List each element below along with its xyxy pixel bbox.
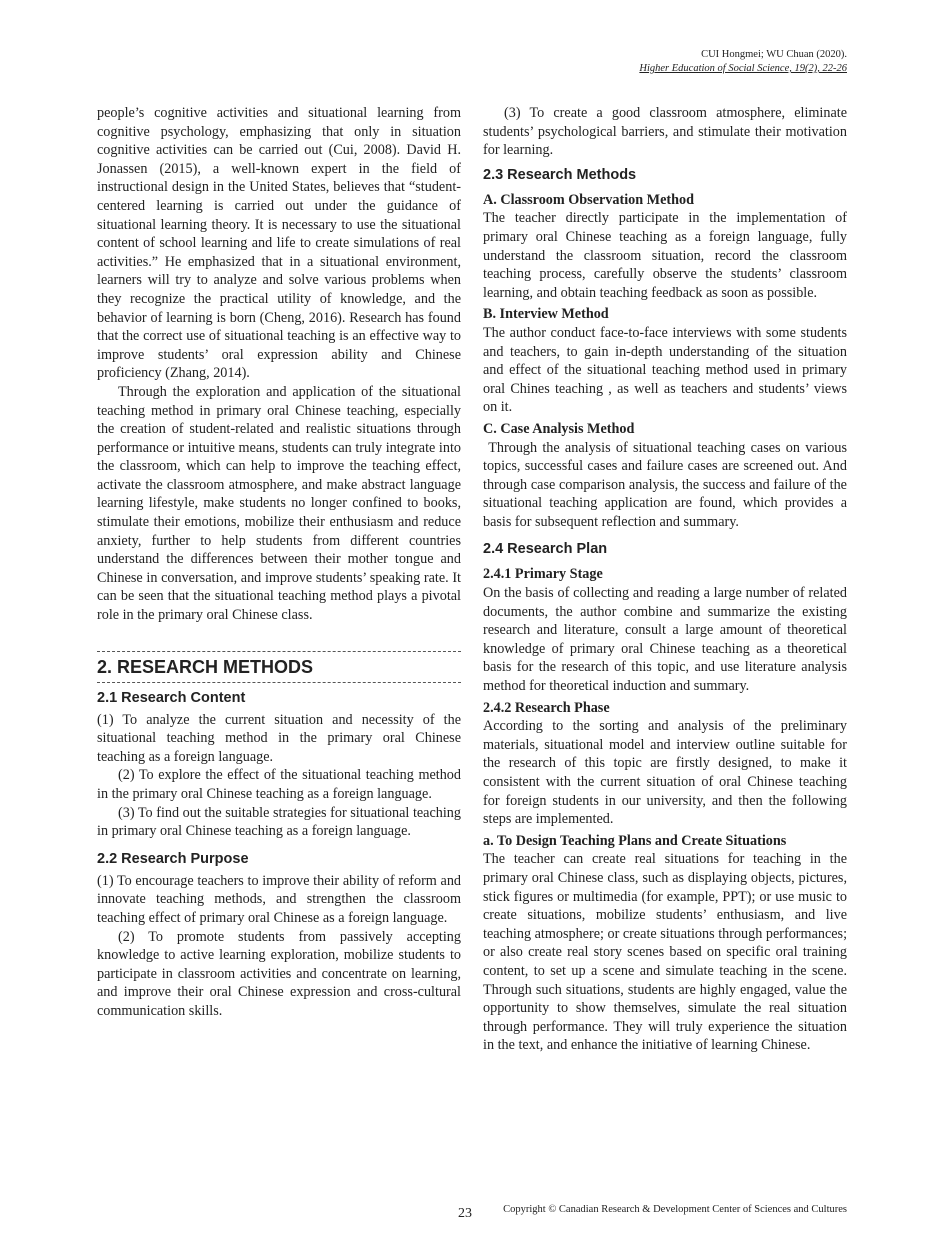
body-paragraph: (3) To find out the suitable strategies for situational teaching in primary oral Chinese teaching as a foreign language.	[97, 804, 461, 840]
subsection-heading: 2.4 Research Plan	[483, 541, 608, 558]
body-paragraph: Through the exploration and application of the situational teaching method in primary oral Chinese teaching, especially the creation of student-related and realistic situations through performance or intuitive means, students can truly integrate into the classroom, which can help to improve the teaching effect, activate the classroom atmosphere, and make abstract language learning lifestyle, make students no longer confined to books, stimulate their emotions, mobilize their enthusiasm and reduce anxiety, further to help students from different countries understand the differences between their mother tongue and Chinese in conversation, and improve students’ speaking rate. It can be seen that the situational teaching method plays a pivotal role in the primary oral Chinese class.	[97, 383, 461, 624]
header-journal-citation: Higher Education of Social Science, 19(2), 22-26	[639, 63, 847, 74]
body-paragraph: Through the analysis of situational teaching cases on various topics, successful cases and failure cases are screened out. And through case comparison analysis, the success and failure of the situational teaching application are found, which provides a basis for subsequent reflection and summary.	[483, 439, 851, 530]
body-paragraph: According to the sorting and analysis of the preliminary materials, situational model and interview outline suitable for the research of this topic are firstly designed, to make it consistent with the current situation of oral Chinese teaching for foreign students in our university, and then the following steps are implemented.	[483, 718, 847, 828]
method-heading: C. Case Analysis Method	[483, 420, 635, 437]
header-authors: CUI Hongmei; WU Chuan (2020).	[701, 49, 847, 60]
subsubsection-heading: 2.4.2 Research Phase	[483, 699, 610, 716]
running-header	[639, 48, 847, 76]
body-paragraph: (2) To promote students from passively accepting knowledge to active learning exploration, mobilize students to participate in classroom activities and concentrate on learning, and improve their oral Chinese expression and cross-cultural communication skills.	[97, 928, 461, 1019]
method-heading: B. Interview Method	[483, 306, 609, 323]
step-heading: a. To Design Teaching Plans and Create Situations	[483, 832, 787, 849]
subsection-heading: 2.2 Research Purpose	[97, 850, 249, 867]
body-paragraph: The teacher can create real situations for teaching in the primary oral Chinese class, such as displaying objects, pictures, stick figures or multimedia (for example, PPT); or use music to create situations, mobilize students’ enthusiasm, and live teaching atmosphere; or create situations through performances; or also create real story scenes based on specific oral training content, to set up a scene and simulate teaching in the scene. Through such situations, students are highly engaged, value the opportunity to show themselves, simulate the real situation through performance. They will truly experience the situation in the text, and enhance the initiative of learning Chinese.	[483, 851, 848, 1054]
subsection-heading: 2.1 Research Content	[97, 689, 246, 706]
subsubsection-heading: 2.4.1 Primary Stage	[483, 566, 603, 583]
body-paragraph: On the basis of collecting and reading a large number of related documents, the author combine and summarize the existing research and literature, consult a large amount of theoretical knowledge of primary oral Chinese teaching as a theoretical basis for the research of this topic, and use literature analysis method for theoretical induction and summary.	[483, 585, 847, 695]
subsection-heading: 2.3 Research Methods	[483, 166, 637, 183]
body-paragraph: The teacher directly participate in the implementation of primary oral Chinese teaching as a foreign language, fully understand the classroom situation, record the classroom teaching process, carefully observe the students’ classroom learning, and obtain teaching feedback as soon as possible.	[483, 210, 847, 301]
copyright-notice: Copyright © Canadian Research & Development Center of Sciences and Cultures	[503, 1204, 847, 1215]
body-paragraph: (1) To encourage teachers to improve their ability of reform and innovate teaching methods, and strengthen the classroom teaching effect of primary oral Chinese as a foreign language.	[97, 872, 461, 926]
left-column	[97, 104, 461, 1021]
body-paragraph: (3) To create a good classroom atmosphere, eliminate students’ psychological barriers, and stimulate their motivation for learning.	[483, 105, 847, 159]
right-column	[483, 104, 851, 1055]
body-paragraph: The author conduct face-to-face interviews with some students and teachers, to gain in-depth understanding of the situation and effect of the situational teaching method used in primary oral Chines teaching , as well as teachers and students’ views on it.	[483, 324, 847, 416]
method-heading: A. Classroom Observation Method	[483, 191, 694, 208]
body-paragraph: (2) To explore the effect of the situational teaching method in the primary oral Chinese teaching as a foreign language.	[97, 767, 461, 802]
section-heading: 2. RESEARCH METHODS	[97, 651, 461, 683]
body-paragraph: (1) To analyze the current situation and necessity of the situational teaching method in the primary oral Chinese teaching as a foreign language.	[97, 711, 461, 765]
page-number: 23	[458, 1206, 472, 1221]
body-paragraph: people’s cognitive activities and situational learning from cognitive psychology, emphasizing that only in situation cognitive activities can be carried out (Cui, 2008). David H. Jonassen (2015), a well-known expert in the field of instructional design in the United States, believes that “student-centered learning is carried out under the guidance of situational learning theory. It is necessary to use the situational content of school learning and life to create simulations of real activities.” He emphasized that in a situational environment, learners will try to analyze and solve various problems when they recognize the practical utility of knowledge, and the behavior of learning is born (Cheng, 2016). Research has found that the correct use of situational teaching is an effective way to improve students’ oral expression ability and Chinese proficiency (Zhang, 2014).	[97, 105, 461, 382]
